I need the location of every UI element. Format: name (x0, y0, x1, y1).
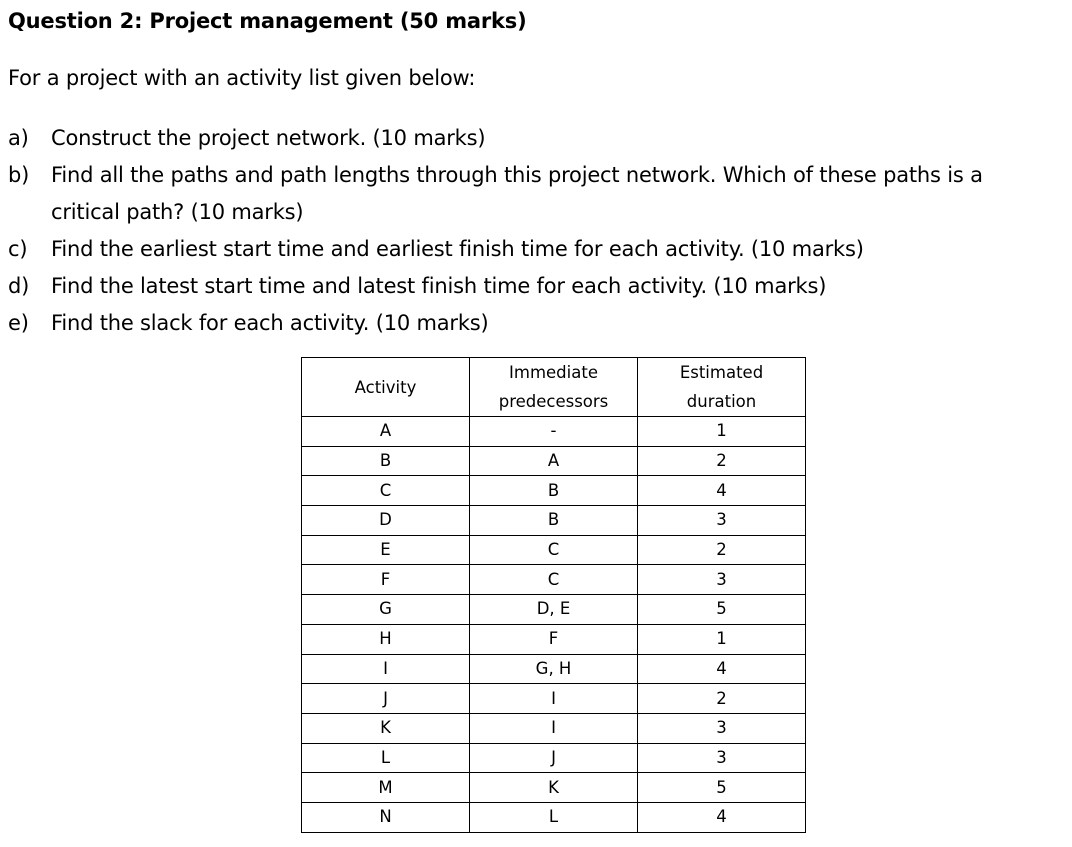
predecessors-cell: G, H (470, 654, 638, 684)
sub-question-b (8, 157, 1072, 231)
activity-cell: L (302, 743, 470, 773)
sub-question-letter: e) (8, 311, 29, 335)
table-body (302, 417, 806, 833)
table-row (302, 476, 806, 506)
intro-text: For a project with an activity list given below: (8, 66, 476, 90)
predecessors-cell: I (470, 684, 638, 714)
table-row (302, 624, 806, 654)
activity-cell: N (302, 802, 470, 832)
sub-question-a (8, 120, 1072, 157)
activity-cell: F (302, 565, 470, 595)
activity-cell: I (302, 654, 470, 684)
sub-question-text: Find the earliest start time and earliest finish time for each activity. (10 marks) (51, 237, 864, 261)
predecessors-cell: K (470, 773, 638, 803)
predecessors-cell: B (470, 506, 638, 536)
duration-cell: 3 (638, 565, 806, 595)
sub-question-text: Construct the project network. (10 marks) (51, 126, 486, 150)
sub-question-letter: b) (8, 163, 30, 187)
activity-cell: B (302, 446, 470, 476)
table-row (302, 802, 806, 832)
activity-cell: A (302, 417, 470, 447)
table-row (302, 595, 806, 625)
duration-cell: 2 (638, 446, 806, 476)
header-duration (638, 358, 806, 417)
sub-question-text-continued: critical path? (10 marks) (51, 200, 304, 224)
activity-cell: G (302, 595, 470, 625)
predecessors-cell: D, E (470, 595, 638, 625)
table-row (302, 654, 806, 684)
duration-cell: 1 (638, 417, 806, 447)
sub-question-letter: d) (8, 274, 30, 298)
activity-cell: J (302, 684, 470, 714)
activity-cell: E (302, 535, 470, 565)
sub-question-text: Find the latest start time and latest finish time for each activity. (10 marks) (51, 274, 827, 298)
predecessors-cell: I (470, 713, 638, 743)
activity-cell: M (302, 773, 470, 803)
sub-question-c (8, 231, 1072, 268)
duration-cell: 3 (638, 743, 806, 773)
header-predecessors-line2: predecessors (498, 392, 609, 411)
table-row (302, 446, 806, 476)
duration-cell: 5 (638, 773, 806, 803)
duration-cell: 1 (638, 624, 806, 654)
header-activity: Activity (302, 358, 470, 417)
table-header-row (302, 358, 806, 417)
activity-table (301, 357, 806, 833)
sub-question-text-wrap (51, 157, 1072, 231)
sub-question-d (8, 268, 1072, 305)
duration-cell: 2 (638, 535, 806, 565)
table-row (302, 743, 806, 773)
header-predecessors-line1: Immediate (509, 363, 598, 382)
sub-question-text: Find the slack for each activity. (10 marks) (51, 311, 489, 335)
table-row (302, 506, 806, 536)
sub-question-letter: a) (8, 126, 29, 150)
sub-question-text: Find all the paths and path lengths through this project network. Which of these paths is a (51, 163, 983, 187)
activity-cell: K (302, 713, 470, 743)
activity-cell: D (302, 506, 470, 536)
predecessors-cell: A (470, 446, 638, 476)
predecessors-cell: C (470, 565, 638, 595)
predecessors-cell: F (470, 624, 638, 654)
predecessors-cell: L (470, 802, 638, 832)
header-predecessors (470, 358, 638, 417)
sub-question-e (8, 305, 1072, 342)
duration-cell: 4 (638, 476, 806, 506)
question-title: Question 2: Project management (50 marks) (8, 9, 527, 33)
predecessors-cell: - (470, 417, 638, 447)
header-duration-line2: duration (686, 392, 757, 411)
predecessors-cell: C (470, 535, 638, 565)
table-row (302, 684, 806, 714)
table-row (302, 565, 806, 595)
duration-cell: 4 (638, 654, 806, 684)
duration-cell: 4 (638, 802, 806, 832)
duration-cell: 3 (638, 713, 806, 743)
duration-cell: 3 (638, 506, 806, 536)
table-row (302, 713, 806, 743)
predecessors-cell: B (470, 476, 638, 506)
sub-question-list (8, 120, 1072, 342)
activity-cell: H (302, 624, 470, 654)
header-duration-line1: Estimated (679, 363, 764, 382)
sub-question-letter: c) (8, 237, 28, 261)
table-row (302, 417, 806, 447)
duration-cell: 5 (638, 595, 806, 625)
duration-cell: 2 (638, 684, 806, 714)
predecessors-cell: J (470, 743, 638, 773)
activity-cell: C (302, 476, 470, 506)
table-row (302, 535, 806, 565)
table-row (302, 773, 806, 803)
